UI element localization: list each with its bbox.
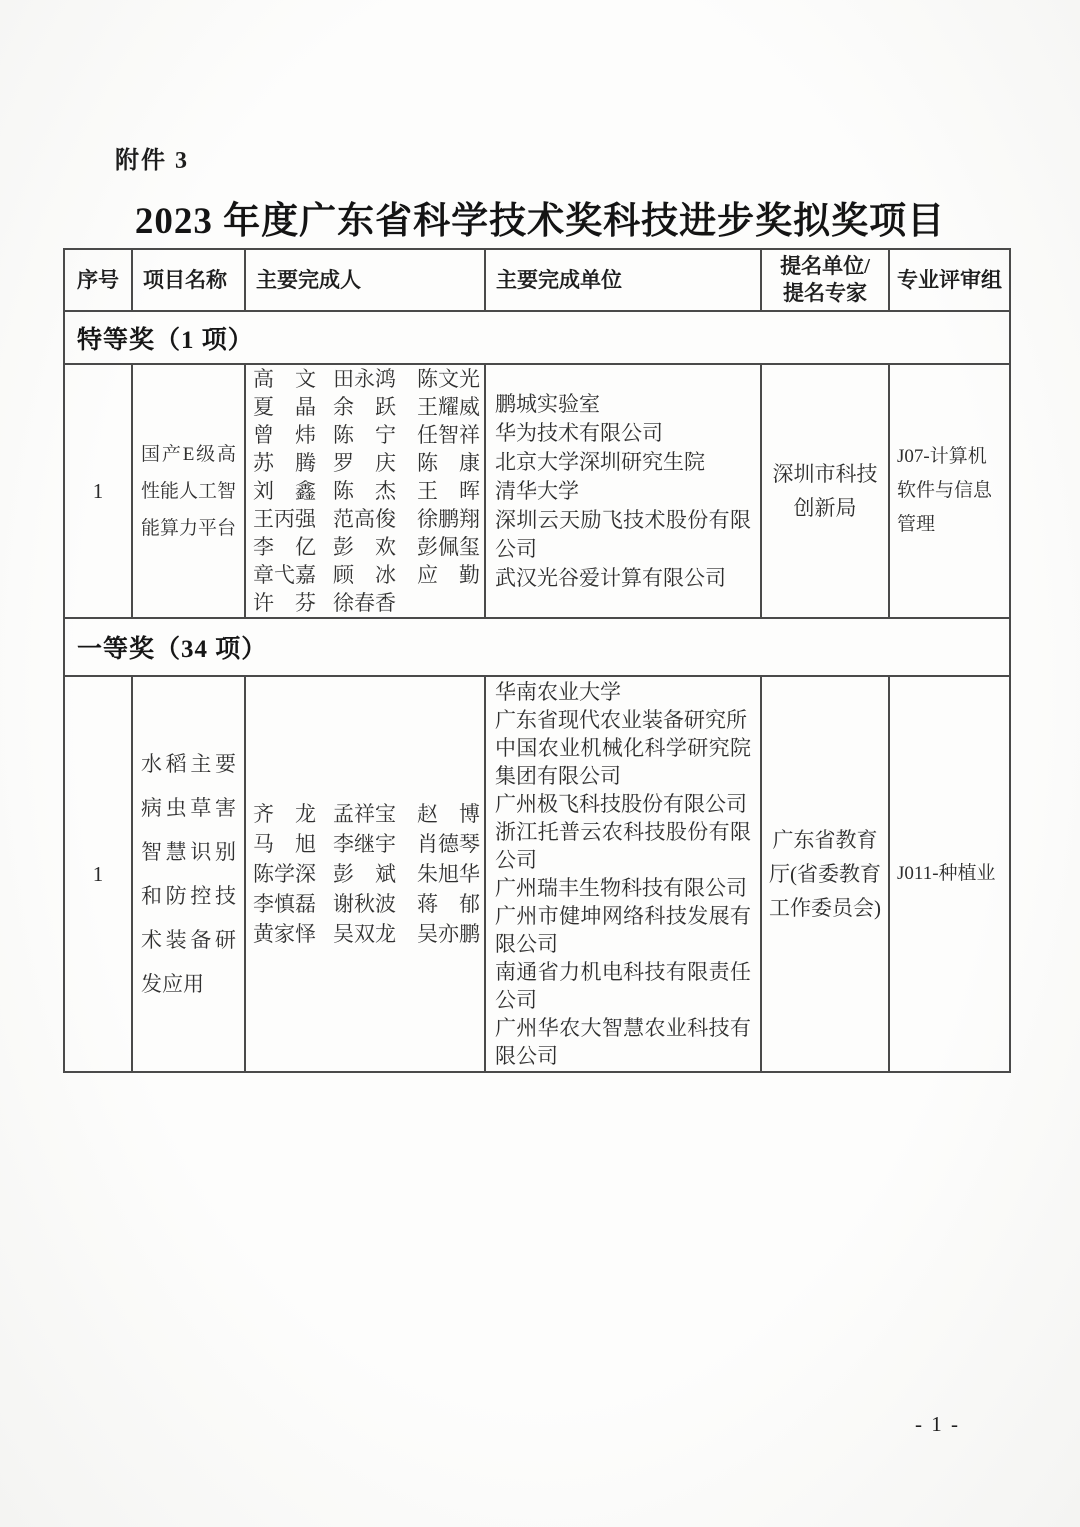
organization-item: 深圳云天励飞技术股份有限公司 (495, 507, 751, 561)
person-name: 陈 康 (417, 451, 480, 475)
section-row-first-prize (64, 618, 1010, 676)
document-title: 2023 年度广东省科学技术奖科技进步奖拟奖项目 (134, 201, 946, 242)
person-name: 应 勤 (417, 563, 480, 587)
organization-item: 广州极飞科技股份有限公司 (495, 792, 747, 816)
serial-number-cell: 1 (64, 364, 132, 618)
completers-list (253, 365, 480, 617)
person-name: 李慎磊 (253, 892, 316, 916)
organization-item: 中国农业机械化科学研究院集团有限公司 (495, 736, 751, 788)
person-name: 余 跃 (333, 395, 396, 419)
nominator-cell: 广东省教育厅(省委教育工作委员会) (761, 676, 889, 1072)
person-name: 陈文光 (417, 367, 480, 391)
section-row-special-prize (64, 311, 1010, 364)
award-projects-table (63, 248, 1011, 1073)
person-name: 齐 龙 (253, 802, 316, 826)
organization-item: 北京大学深圳研究生院 (495, 449, 705, 474)
organization-item: 广州华农大智慧农业科技有限公司 (495, 1016, 751, 1068)
person-name: 李继宇 (333, 832, 396, 856)
nominator-cell: 深圳市科技创新局 (761, 364, 889, 618)
organization-item: 广州瑞丰生物科技有限公司 (495, 876, 747, 900)
person-name: 陈 杰 (333, 479, 396, 503)
person-name: 顾 冰 (333, 563, 396, 587)
column-header-nominator (761, 249, 889, 311)
table-header-row (64, 249, 1010, 311)
column-header-nominator-line2: 提名专家 (783, 281, 867, 305)
person-name: 彭 斌 (333, 862, 396, 886)
person-name: 蒋 郁 (417, 892, 480, 916)
project-name-cell: 国产E级高性能人工智能算力平台 (132, 364, 245, 618)
table-row (64, 364, 1010, 618)
organizations-cell (485, 676, 761, 1072)
person-name: 朱旭华 (417, 862, 480, 886)
person-name: 夏 晶 (253, 395, 316, 419)
person-name: 吴双龙 (333, 922, 396, 946)
organization-item: 广东省现代农业装备研究所 (495, 708, 747, 732)
review-group-cell: J011-种植业 (889, 676, 1010, 1072)
organization-item: 华为技术有限公司 (495, 420, 663, 445)
person-name: 马 旭 (253, 832, 316, 856)
person-name: 任智祥 (417, 423, 480, 447)
person-name: 刘 鑫 (253, 479, 316, 503)
organization-item: 武汉光谷爱计算有限公司 (495, 565, 726, 590)
person-name: 李 亿 (253, 535, 316, 559)
section-heading-first-prize: 一等奖（34 项） (64, 618, 1010, 676)
completers-cell (245, 676, 485, 1072)
column-header-completers: 主要完成人 (245, 249, 485, 311)
organization-item: 清华大学 (495, 478, 579, 503)
person-name: 曾 炜 (253, 423, 316, 447)
person-name: 谢秋波 (333, 892, 396, 916)
person-name: 罗 庆 (333, 451, 396, 475)
project-name-cell: 水稻主要病虫草害智慧识别和防控技术装备研发应用 (132, 676, 245, 1072)
person-name: 王耀威 (417, 395, 480, 419)
table-row (64, 676, 1010, 1072)
person-name: 肖德琴 (417, 832, 480, 856)
review-group-cell: J07-计算机软件与信息管理 (889, 364, 1010, 618)
person-name: 吴亦鹏 (417, 922, 480, 946)
organization-item: 浙江托普云农科技股份有限公司 (495, 820, 751, 872)
person-name: 彭 欢 (333, 535, 396, 559)
column-header-project-name: 项目名称 (132, 249, 245, 311)
organization-item: 广州市健坤网络科技发展有限公司 (495, 904, 751, 956)
person-name: 徐鹏翔 (417, 507, 480, 531)
person-name: 章弋嘉 (253, 563, 316, 587)
person-name: 苏 腾 (253, 451, 316, 475)
completers-list (253, 799, 480, 949)
column-header-review-group: 专业评审组 (889, 249, 1010, 311)
person-name: 孟祥宝 (333, 802, 396, 826)
column-header-serial: 序号 (64, 249, 132, 311)
organizations-cell (485, 364, 761, 618)
person-name: 王丙强 (253, 507, 316, 531)
serial-number-cell: 1 (64, 676, 132, 1072)
person-name: 彭佩玺 (417, 535, 480, 559)
person-name: 赵 博 (417, 802, 480, 826)
person-name: 陈学深 (253, 862, 316, 886)
person-name: 田永鸿 (333, 367, 396, 391)
column-header-nominator-line1: 提名单位/ (780, 254, 870, 278)
person-name: 许 芬 (253, 591, 316, 615)
person-name: 陈 宁 (333, 423, 396, 447)
page-number: - 1 - (915, 1412, 960, 1436)
section-heading-special-prize: 特等奖（1 项） (64, 311, 1010, 364)
attachment-label: 附件 3 (115, 148, 189, 174)
person-name: 高 文 (253, 367, 316, 391)
column-header-organizations: 主要完成单位 (485, 249, 761, 311)
person-name: 徐春香 (333, 591, 396, 615)
organization-item: 华南农业大学 (495, 680, 621, 704)
completers-cell (245, 364, 485, 618)
person-name: 王 晖 (417, 479, 480, 503)
person-name: 范高俊 (333, 507, 396, 531)
organization-item: 南通省力机电科技有限责任公司 (495, 960, 751, 1012)
organization-item: 鹏城实验室 (495, 391, 600, 416)
person-name: 黄家怿 (253, 922, 316, 946)
